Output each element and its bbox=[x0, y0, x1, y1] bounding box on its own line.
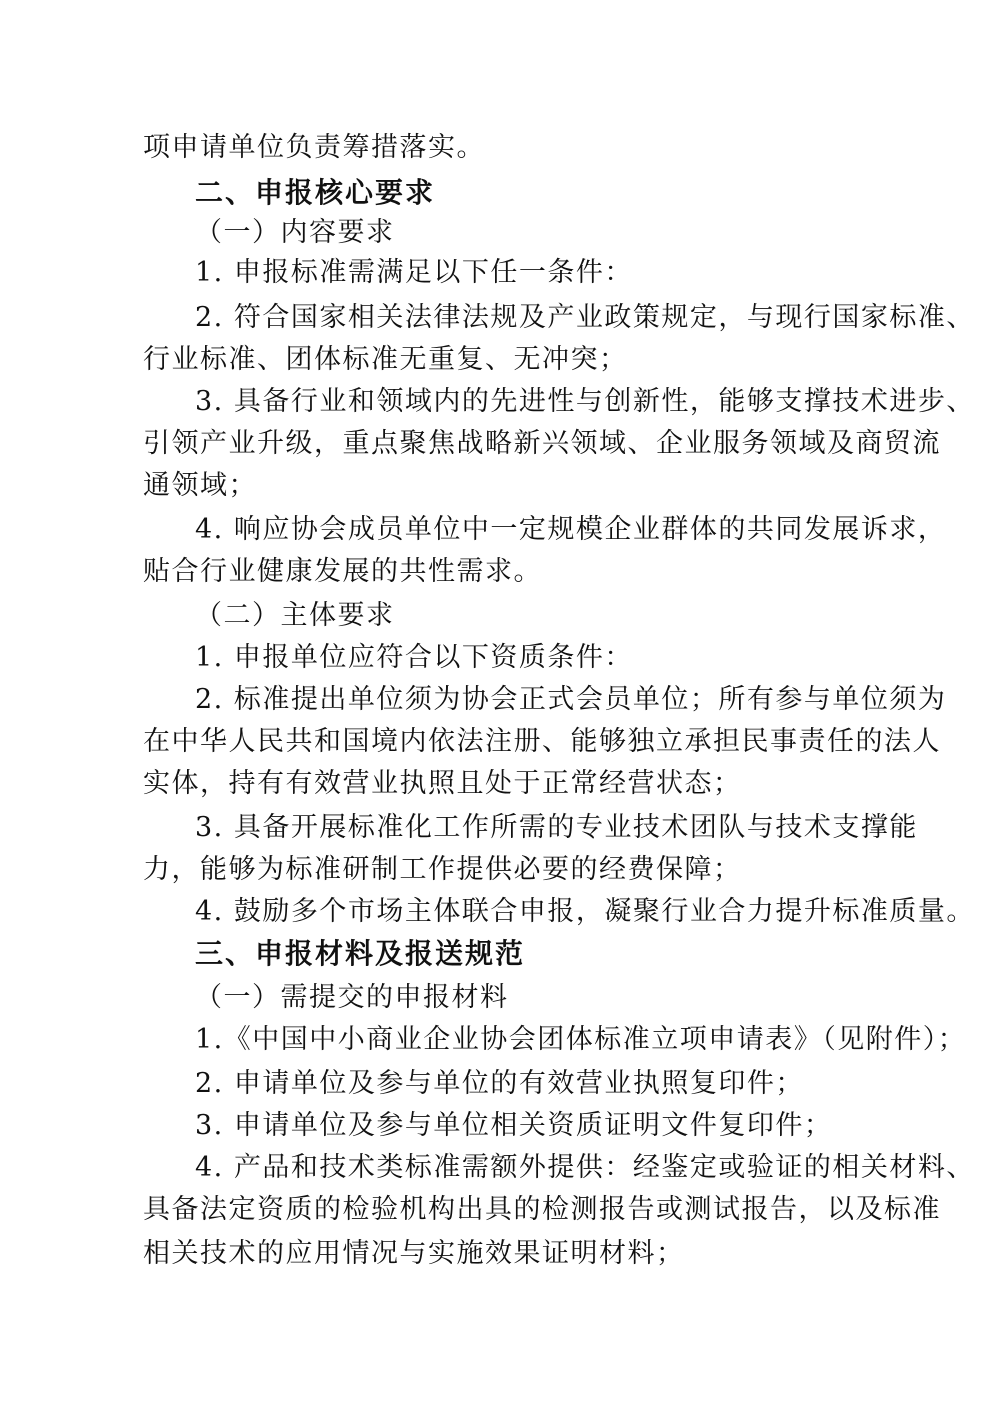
section-2-heading: 二、申报核心要求 bbox=[195, 176, 436, 209]
section-2-sub-1-heading: （一）内容要求 bbox=[195, 217, 395, 248]
paragraph-line: 3. 具备行业和领域内的先进性与创新性，能够支撑技术进步、 bbox=[195, 386, 975, 417]
paragraph-line: 3. 具备开展标准化工作所需的专业技术团队与技术支撑能 bbox=[195, 812, 918, 843]
paragraph-line: 2. 符合国家相关法律法规及产业政策规定，与现行国家标准、 bbox=[195, 302, 975, 333]
paragraph-line: 1. 申报标准需满足以下任一条件： bbox=[195, 257, 633, 288]
paragraph-line: 通领域； bbox=[143, 470, 257, 501]
paragraph-line: 力，能够为标准研制工作提供必要的经费保障； bbox=[143, 854, 742, 885]
paragraph-line: 3. 申请单位及参与单位相关资质证明文件复印件； bbox=[195, 1110, 833, 1141]
continuation-line: 项申请单位负责筹措落实。 bbox=[143, 132, 485, 163]
paragraph-line: 在中华人民共和国境内依法注册、能够独立承担民事责任的法人 bbox=[143, 726, 941, 757]
paragraph-line: 相关技术的应用情况与实施效果证明材料； bbox=[143, 1238, 685, 1269]
paragraph-line: 2. 标准提出单位须为协会正式会员单位；所有参与单位须为 bbox=[195, 684, 947, 715]
section-3-sub-1-heading: （一）需提交的申报材料 bbox=[195, 982, 509, 1013]
paragraph-line: 4. 鼓励多个市场主体联合申报，凝聚行业合力提升标准质量。 bbox=[195, 896, 975, 927]
paragraph-line: 实体，持有有效营业执照且处于正常经营状态； bbox=[143, 768, 742, 799]
paragraph-line: 4. 产品和技术类标准需额外提供：经鉴定或验证的相关材料、 bbox=[195, 1152, 975, 1183]
paragraph-line: 行业标准、团体标准无重复、无冲突； bbox=[143, 344, 628, 375]
paragraph-line: 2. 申请单位及参与单位的有效营业执照复印件； bbox=[195, 1068, 804, 1099]
paragraph-line: 贴合行业健康发展的共性需求。 bbox=[143, 556, 542, 587]
paragraph-line: 引领产业升级，重点聚焦战略新兴领域、企业服务领域及商贸流 bbox=[143, 428, 941, 459]
section-3-heading: 三、申报材料及报送规范 bbox=[195, 937, 526, 970]
paragraph-line: 1. 申报单位应符合以下资质条件： bbox=[195, 642, 633, 673]
section-2-sub-2-heading: （二）主体要求 bbox=[195, 600, 395, 631]
paragraph-line: 具备法定资质的检验机构出具的检测报告或测试报告，以及标准 bbox=[143, 1194, 941, 1225]
paragraph-line: 4. 响应协会成员单位中一定规模企业群体的共同发展诉求， bbox=[195, 514, 947, 545]
paragraph-line: 1.《中国中小商业企业协会团体标准立项申请表》（见附件）； bbox=[195, 1024, 967, 1055]
